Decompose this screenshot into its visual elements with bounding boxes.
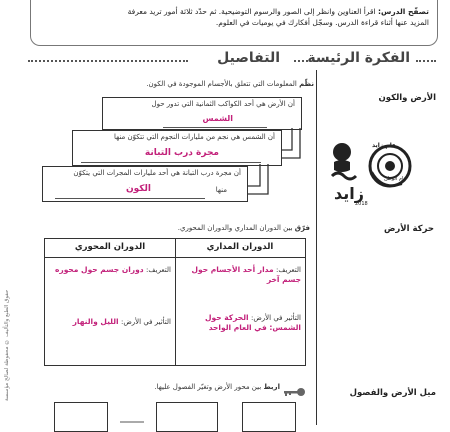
- organize-label: نظّم: [299, 80, 314, 88]
- differentiate-label: فرّق: [294, 224, 310, 232]
- box3-answer: الكون: [125, 184, 151, 194]
- orbital-def-label: التعريف:: [276, 266, 301, 274]
- relate-instruction: [154, 383, 280, 391]
- relate-arrow: [118, 412, 148, 422]
- organize-instruction: [146, 80, 314, 88]
- box3-text: أن مجرة درب التبانة هي أحد مليارات المجرات التي يتكوّن: [73, 169, 241, 177]
- col-orbital-header: الدوران المداري: [206, 242, 274, 252]
- axial-def-answer: دوران جسم حول محوره: [54, 265, 144, 274]
- col-axial-header: الدوران المحوري: [74, 242, 146, 252]
- differentiate-text: بين الدوران المداري والدوران المحوري.: [177, 224, 293, 232]
- box1-answer: الشمس: [202, 114, 233, 123]
- copyright-side-note: حقوق الطبع والتأليف © محفوظة لصالح مؤسسة: [4, 290, 10, 402]
- orbital-definition: [179, 265, 301, 285]
- differentiate-table: [44, 238, 306, 366]
- column-divider: [316, 70, 317, 425]
- intro-box: [30, 0, 438, 46]
- axial-effect-label: التأثير في الأرض:: [120, 318, 171, 326]
- organize-box-1: [102, 97, 302, 130]
- relate-label: اربط: [263, 383, 280, 391]
- relate-box-1[interactable]: [54, 402, 108, 432]
- relate-box-3[interactable]: [242, 402, 296, 432]
- header-dots-left: [28, 60, 188, 62]
- box2-text: أن الشمس هي نجم من مليارات النجوم التي تتكوّن منها: [114, 133, 275, 141]
- details-header: التفاصيل: [217, 50, 280, 66]
- box3-tail: منها: [215, 186, 227, 194]
- stamp-arc-text: عام زايد: [372, 142, 397, 149]
- intro-line1: اقرأ العناوين وانظر إلى الصور والرسوم التوضيحية. ثم حدّد ثلاثة أمور تريد معرفة: [127, 7, 376, 16]
- topic-earth-motion: حركة الأرض: [383, 224, 434, 234]
- organize-text: المعلومات التي تتعلق بالأجسام الموجودة في الكون.: [146, 80, 297, 88]
- topic-tilt-seasons: ميل الأرض والفصول: [349, 388, 436, 398]
- orbital-effect-label: التأثير في الأرض:: [250, 314, 301, 322]
- differentiate-instruction: [178, 224, 310, 232]
- axial-effect: [49, 317, 171, 327]
- topic-earth-space: الأرض والكون: [378, 93, 436, 103]
- organize-box-3: [42, 166, 248, 202]
- key-icon: [282, 382, 306, 392]
- stamp-year: 2018: [355, 201, 368, 207]
- main-idea-header: الفكرة الرئيسة: [307, 50, 410, 66]
- header-dots-right: [416, 60, 436, 62]
- stamp-name: زايد: [334, 184, 364, 203]
- axial-def-label: التعريف:: [146, 266, 171, 274]
- intro-lead: تصفّح الدرس:: [377, 7, 429, 16]
- organize-box-2: [72, 130, 282, 166]
- relate-box-2[interactable]: [156, 402, 218, 432]
- intro-line2: المزيد عنها أثناء قراءة الدرس. وسجّل أفكارك في يوميات في العلوم.: [215, 18, 429, 27]
- table-header-divider: [45, 257, 305, 258]
- box2-answer-line[interactable]: [81, 148, 261, 163]
- axial-definition: [49, 265, 171, 275]
- box3-answer-line[interactable]: [55, 184, 205, 199]
- orbital-def-answer: مدار أحد الأجسام حول جسم آخر: [191, 265, 301, 284]
- stamp-ring-text: عام الوطن: [384, 176, 407, 182]
- box1-text: أن الأرض هي أحد الكواكب الثمانية التي تدور حول: [151, 100, 295, 108]
- orbital-effect-answer: الحركة حول الشمس: في العام الواحد: [205, 313, 301, 332]
- relate-text: بين محور الأرض وتغيّر الفصول عليها.: [154, 383, 262, 391]
- axial-effect-answer: الليل والنهار: [72, 317, 119, 326]
- box2-answer: مجرة درب التبانة: [144, 148, 219, 158]
- header-dots-mid-a: [294, 60, 308, 62]
- box1-answer-line[interactable]: [163, 114, 267, 128]
- orbital-effect: [179, 313, 301, 333]
